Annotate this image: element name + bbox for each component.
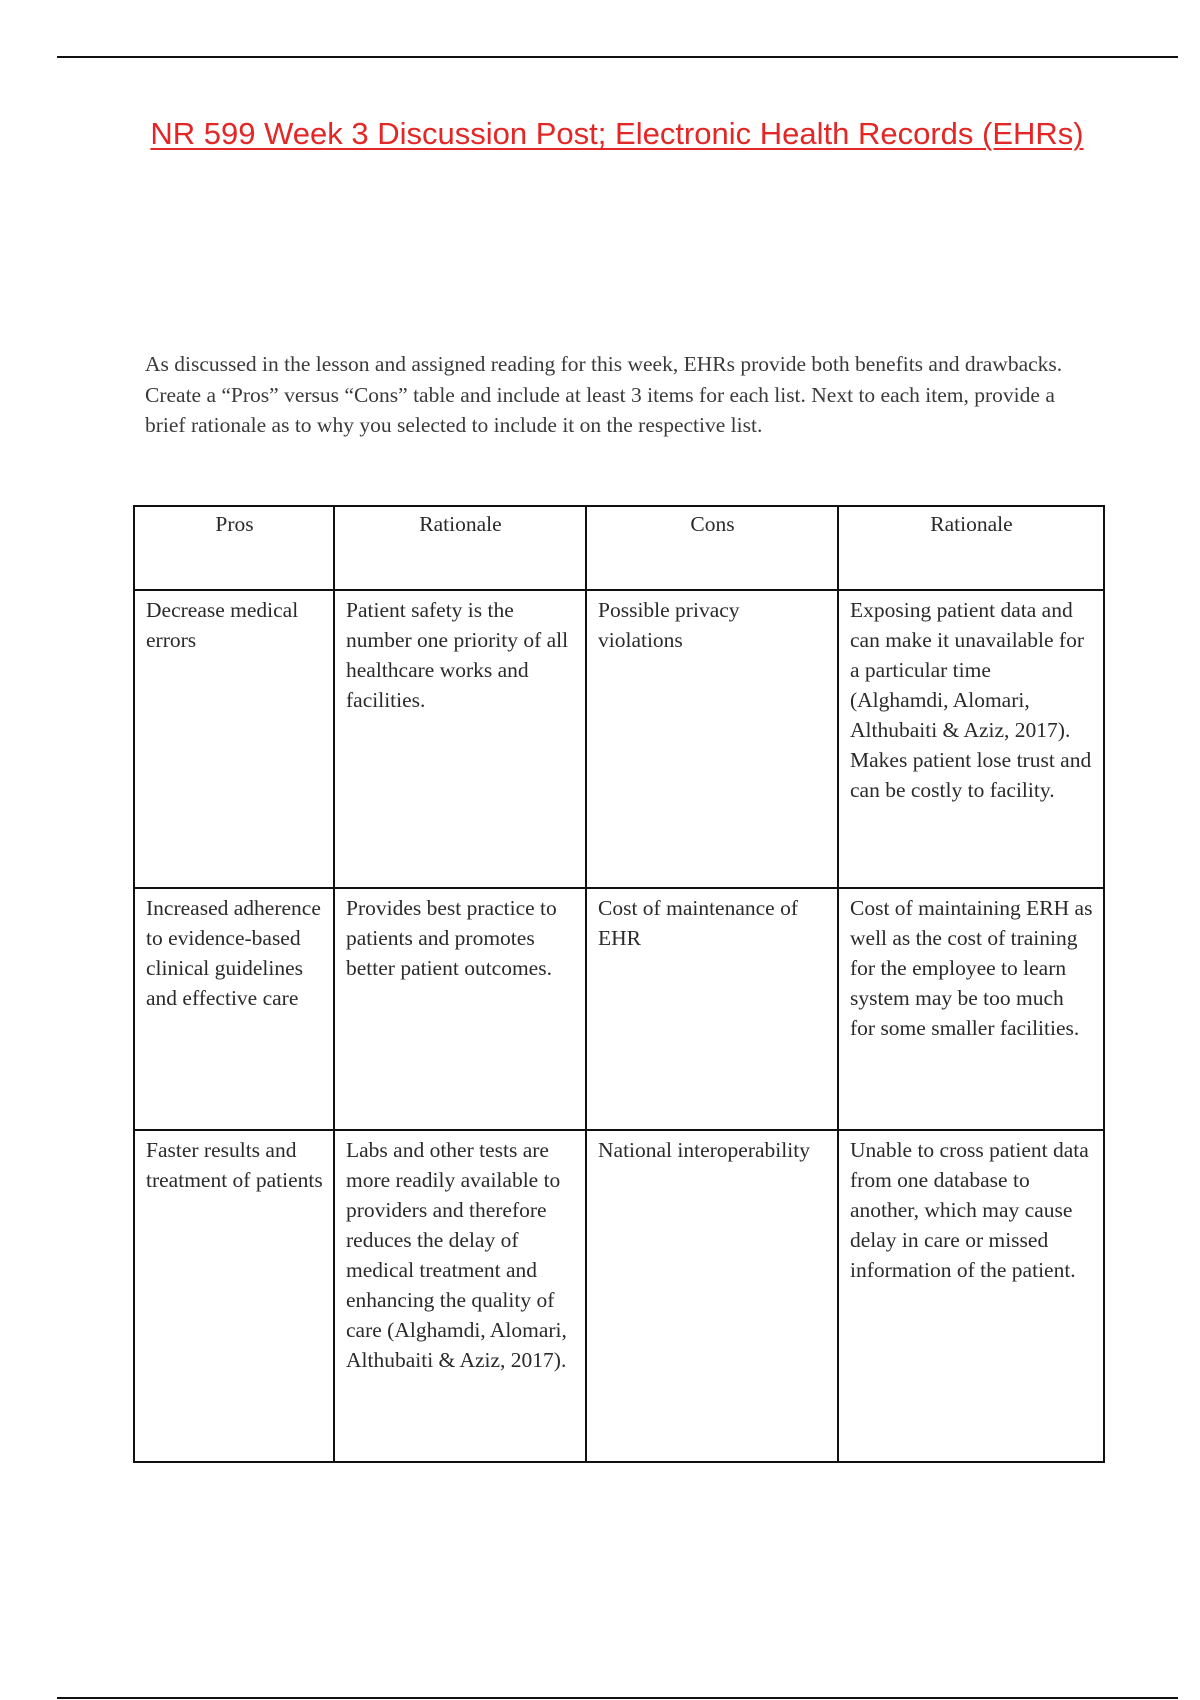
pro-rationale-cell: Patient safety is the number one priority of all healthcare works and facilities.: [334, 590, 586, 888]
table-row: [134, 590, 1104, 888]
header-pros-rationale: Rationale: [334, 506, 586, 590]
pro-cell: Decrease medical errors: [134, 590, 334, 888]
con-rationale-cell: Exposing patient data and can make it unavailable for a particular time (Alghamdi, Alomari, Althubaiti & Aziz, 2017). Makes patient lose trust and can be costly to facility.: [838, 590, 1104, 888]
header-pros: Pros: [134, 506, 334, 590]
pro-cell: Faster results and treatment of patients: [134, 1130, 334, 1462]
page-title: NR 599 Week 3 Discussion Post; Electronic Health Records (EHRs): [150, 116, 1084, 151]
top-divider: [57, 56, 1178, 58]
con-cell: Possible privacy violations: [586, 590, 838, 888]
table-row: [134, 888, 1104, 1130]
con-cell: National interoperability: [586, 1130, 838, 1462]
header-cons-rationale: Rationale: [838, 506, 1104, 590]
table-row: [134, 1130, 1104, 1462]
con-cell: Cost of maintenance of EHR: [586, 888, 838, 1130]
pros-cons-table: [133, 505, 1105, 1463]
table-header-row: [134, 506, 1104, 590]
pro-cell: Increased adherence to evidence-based clinical guidelines and effective care: [134, 888, 334, 1130]
pro-rationale-cell: Labs and other tests are more readily available to providers and therefore reduces the delay of medical treatment and enhancing the quality of care (Alghamdi, Alomari, Althubaiti & Aziz, 2017).: [334, 1130, 586, 1462]
bottom-divider: [57, 1697, 1178, 1699]
con-rationale-cell: Cost of maintaining ERH as well as the cost of training for the employee to learn system may be too much for some smaller facilities.: [838, 888, 1104, 1130]
title-container: [0, 114, 1200, 154]
con-rationale-cell: Unable to cross patient data from one database to another, which may cause delay in care or missed information of the patient.: [838, 1130, 1104, 1462]
intro-paragraph: As discussed in the lesson and assigned reading for this week, EHRs provide both benefits and drawbacks. Create a “Pros” versus “Cons” table and include at least 3 items for each list. Next to each item, provide a brief rationale as to why you selected to include it on the respective list.: [145, 352, 1063, 437]
header-cons: Cons: [586, 506, 838, 590]
pro-rationale-cell: Provides best practice to patients and promotes better patient outcomes.: [334, 888, 586, 1130]
